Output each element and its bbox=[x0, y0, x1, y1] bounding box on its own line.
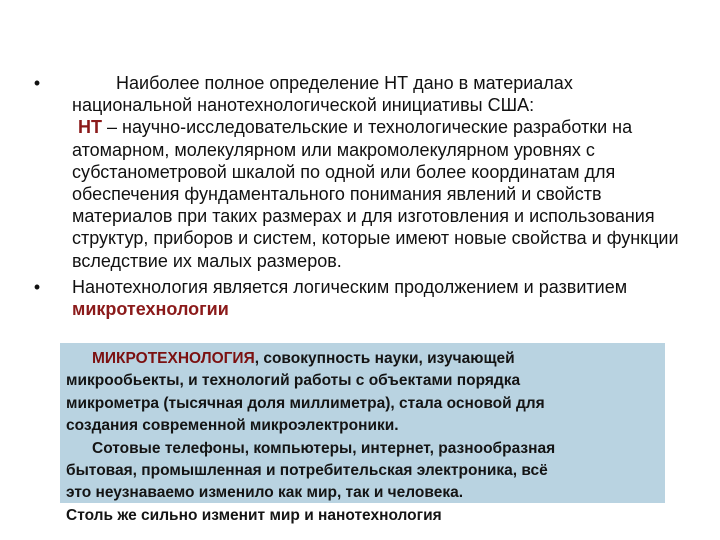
definition-body: – научно-исследовательские и технологические разработки на атомарном, молекулярном или макромолекулярном уровнях с субстанометровой шкалой по одной или более координатам для обеспечения фундаментального понимания явлений и свойств материалов при таких размерах и для изготовления и использования структур, приборов и систем, которые имеют новые свойства и функции вследствие их малых размеров. bbox=[72, 117, 679, 271]
bullet-icon: • bbox=[33, 73, 41, 93]
info-line-6: бытовая, промышленная и потребительская электроника, всё bbox=[66, 462, 548, 480]
bullet-icon: • bbox=[33, 276, 41, 297]
bullet-item-continuation bbox=[30, 276, 690, 320]
info-line-3: микрометра (тысячная доля миллиметра), стала основой для bbox=[66, 394, 545, 412]
info-line-5: Сотовые телефоны, компьютеры, интернет, разнообразная bbox=[92, 439, 556, 457]
info-line-7: это неузнаваемо изменило как мир, так и человека. bbox=[66, 484, 464, 502]
bullet-intro-text: Наиболее полное определение НТ дано в материалах национальной нанотехнологической инициативы США: bbox=[72, 73, 573, 116]
info-box-term: МИКРОТЕХНОЛОГИЯ bbox=[92, 350, 255, 367]
info-line-4: создания современной микроэлектроники. bbox=[66, 417, 399, 435]
bullet-item-definition bbox=[30, 72, 690, 272]
bullet-list bbox=[30, 72, 690, 320]
bullet-continuation-text: Нанотехнология является логическим продолжением и развитием микротехнологии bbox=[72, 276, 628, 320]
definition-term: НТ bbox=[78, 117, 102, 138]
info-line-8: Столь же сильно изменит мир и нанотехнология bbox=[66, 506, 442, 524]
definition-text bbox=[72, 116, 690, 271]
microtech-highlight: микротехнологии bbox=[72, 299, 229, 320]
info-line-1: МИКРОТЕХНОЛОГИЯ, совокупность науки, изучающей bbox=[92, 350, 515, 367]
info-line-2: микрообьекты, и технологий работы с объектами порядка bbox=[66, 372, 521, 390]
info-box-text bbox=[66, 348, 666, 527]
